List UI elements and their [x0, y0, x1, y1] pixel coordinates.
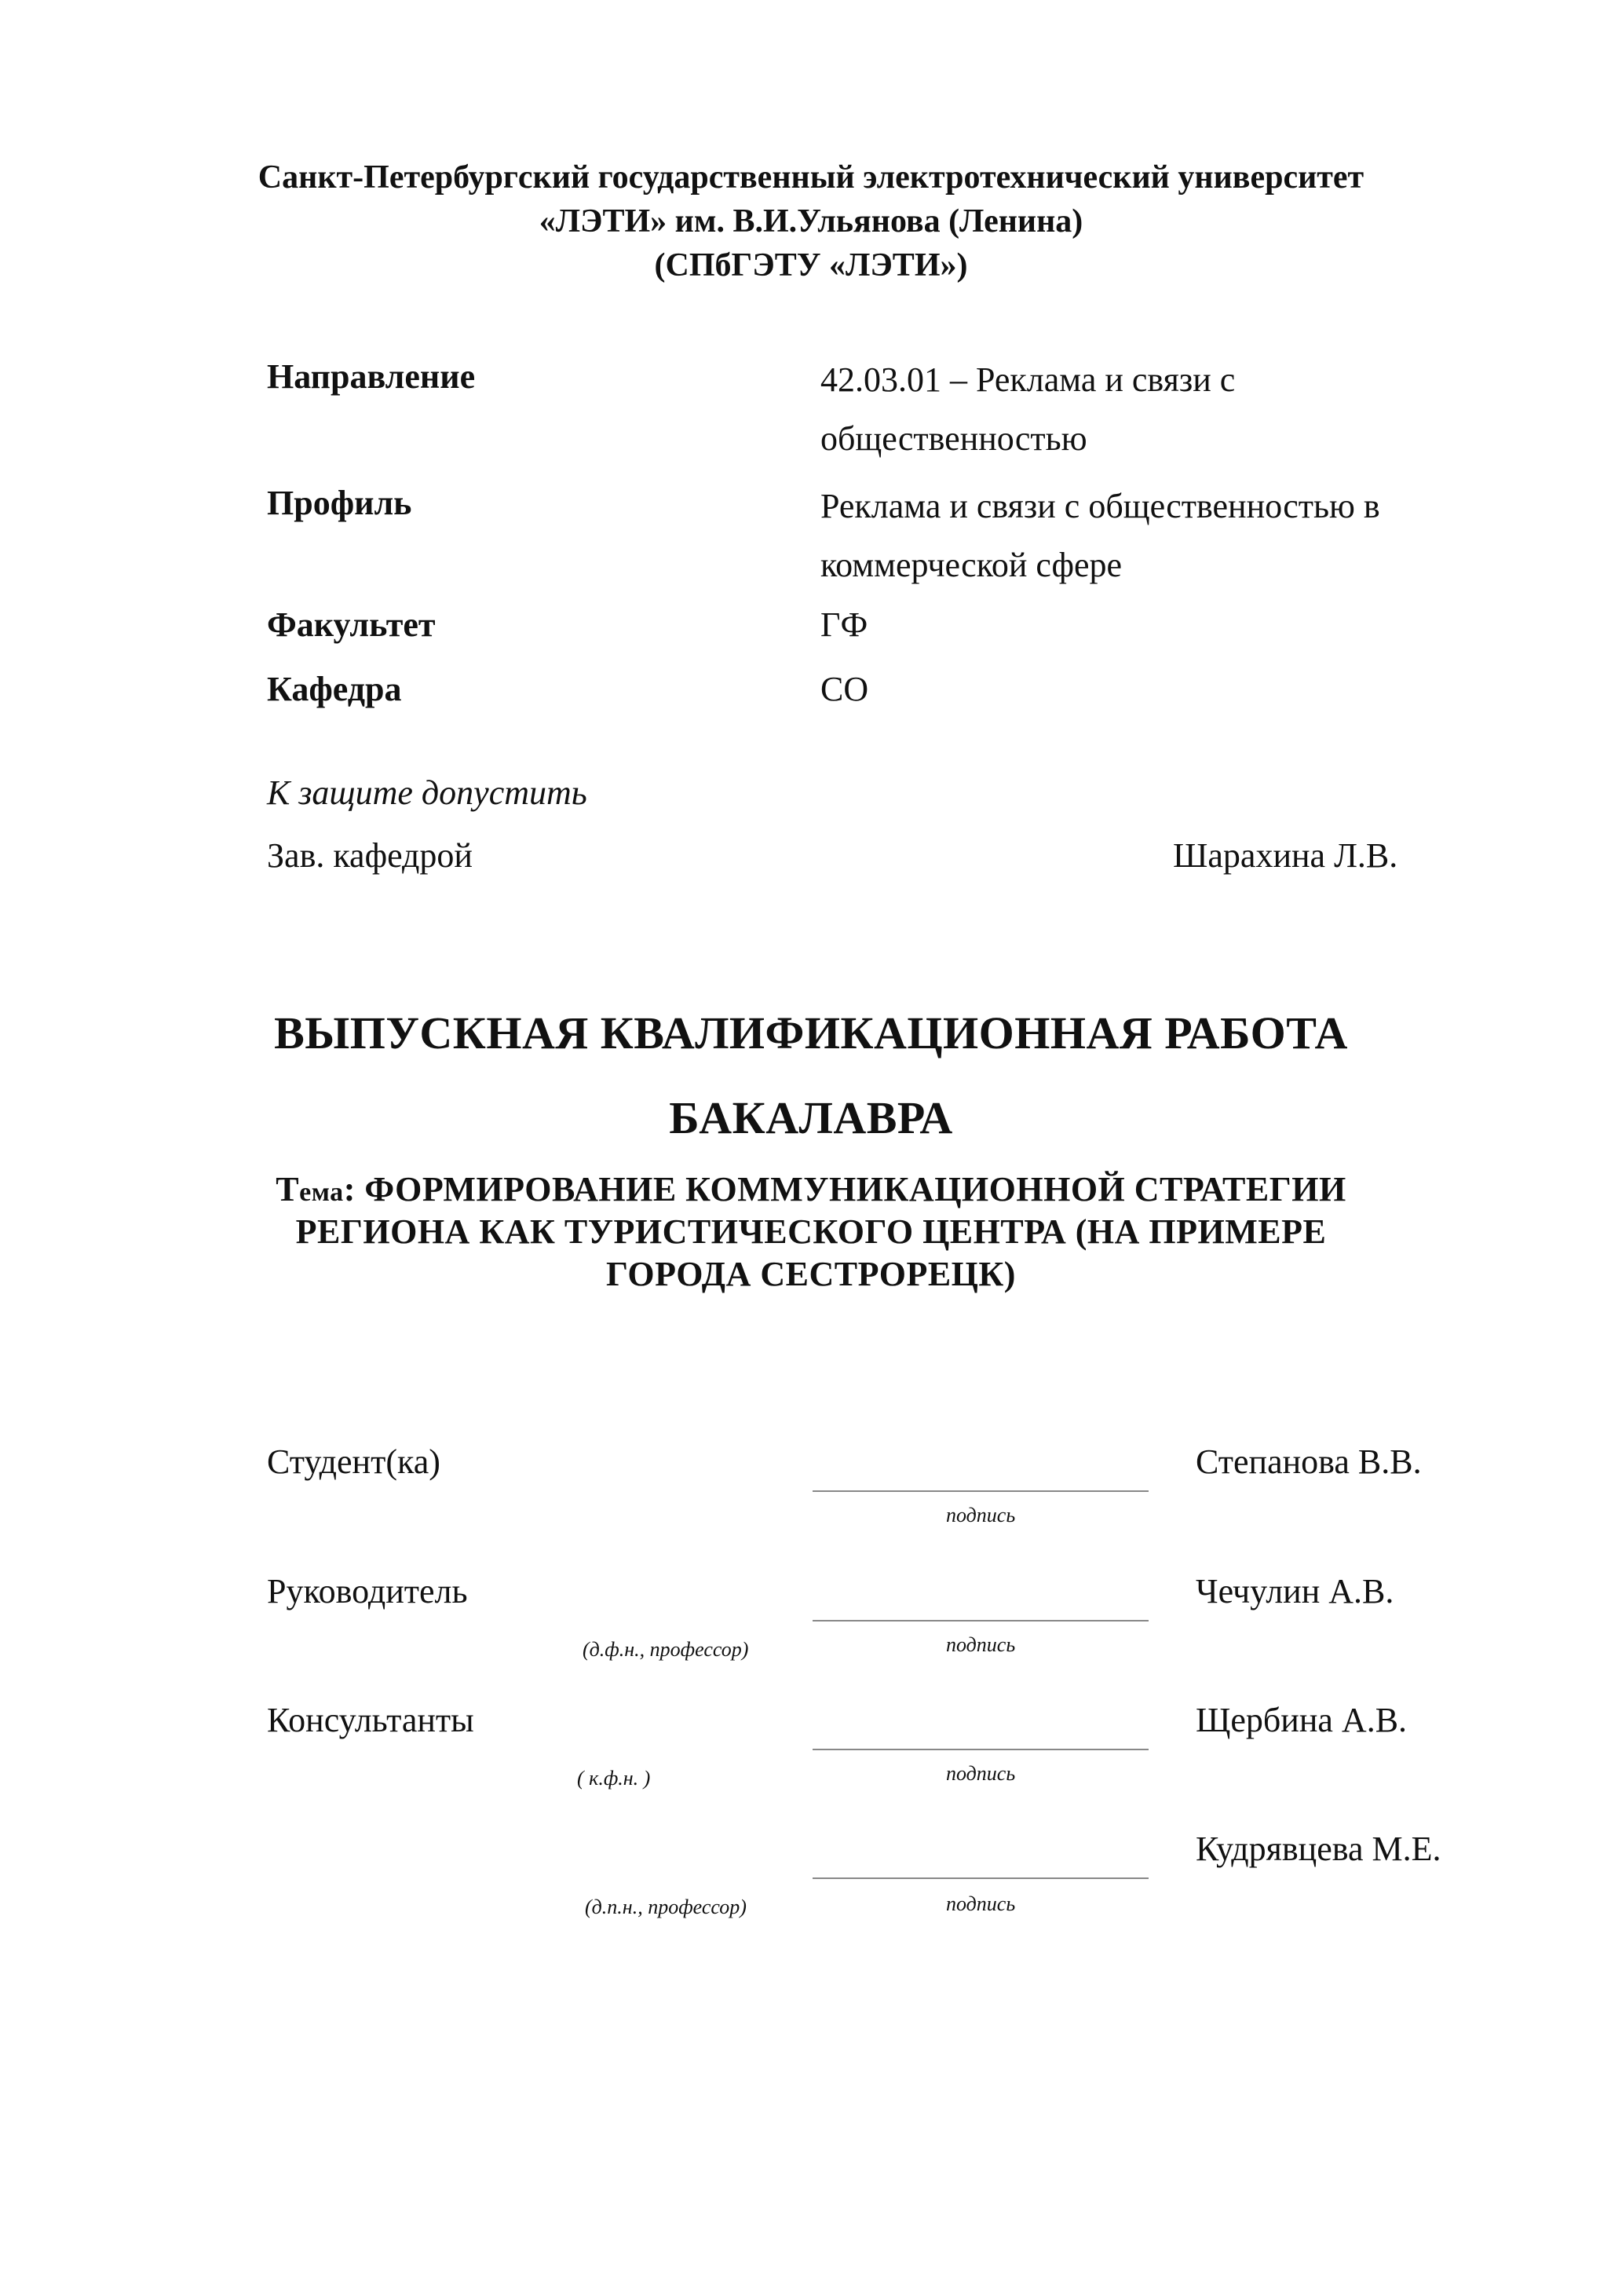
- consultant-1-name: Щербина А.В.: [1196, 1701, 1408, 1739]
- consultant-1-signature-line: [813, 1749, 1149, 1750]
- university-abbreviation: (СПбГЭТУ «ЛЭТИ»): [654, 247, 968, 283]
- direction-value: 42.03.01 – Реклама и связи с общественностью: [820, 360, 1236, 458]
- consultants-role: Консультанты: [267, 1701, 474, 1739]
- topic-line-1: [0, 1168, 1622, 1215]
- supervisor-signature-caption: подпись: [946, 1633, 1016, 1656]
- head-of-department-name: Шарахина Л.В.: [1173, 836, 1398, 875]
- supervisor-degree: (д.ф.н., профессор): [583, 1638, 749, 1661]
- university-name-line-2: «ЛЭТИ» им. В.И.Ульянова (Ленина): [539, 203, 1083, 239]
- student-name: Степанова В.В.: [1196, 1442, 1422, 1481]
- supervisor-signature-line: [813, 1620, 1149, 1621]
- student-role: Студент(ка): [267, 1442, 440, 1481]
- profile-value: Реклама и связи с общественностью в коммерческой сфере: [820, 487, 1380, 584]
- student-signature-caption: подпись: [946, 1504, 1016, 1526]
- admit-to-defense-text: К защите допустить: [267, 773, 587, 812]
- supervisor-name: Чечулин А.В.: [1196, 1572, 1394, 1610]
- consultant-1-signature-caption: подпись: [946, 1762, 1016, 1785]
- student-signature-line: [813, 1490, 1149, 1492]
- faculty-value: ГФ: [820, 605, 868, 644]
- department-value: СО: [820, 670, 869, 708]
- topic-line-2: РЕГИОНА КАК ТУРИСТИЧЕСКОГО ЦЕНТРА (НА ПРИМЕРЕ: [295, 1212, 1327, 1251]
- consultant-2-degree: (д.п.н., профессор): [585, 1896, 747, 1918]
- work-title-line-1: ВЫПУСКНАЯ КВАЛИФИКАЦИОННАЯ РАБОТА: [274, 1007, 1348, 1058]
- faculty-label: Факультет: [267, 605, 436, 644]
- consultant-2-signature-caption: подпись: [946, 1892, 1016, 1915]
- direction-label: Направление: [267, 357, 476, 396]
- consultant-1-degree: ( к.ф.н. ): [577, 1767, 651, 1790]
- topic-prefix-rest: ема: [299, 1178, 344, 1207]
- supervisor-role: Руководитель: [267, 1572, 468, 1610]
- topic-prefix-first: Т: [276, 1170, 300, 1208]
- consultant-2-name: Кудрявцева М.Е.: [1196, 1830, 1441, 1868]
- profile-label: Профиль: [267, 484, 412, 522]
- university-name-line-1: Санкт-Петербургский государственный электротехнический университет: [258, 159, 1364, 196]
- work-title-line-2: БАКАЛАВРА: [669, 1092, 953, 1143]
- consultant-2-signature-line: [813, 1877, 1149, 1879]
- topic-line-1-text: : ФОРМИРОВАНИЕ КОММУНИКАЦИОННОЙ СТРАТЕГИИ: [343, 1170, 1346, 1208]
- head-of-department-label: Зав. кафедрой: [267, 836, 473, 875]
- topic-line-3: ГОРОДА СЕСТРОРЕЦК): [606, 1255, 1016, 1293]
- department-label: Кафедра: [267, 670, 402, 708]
